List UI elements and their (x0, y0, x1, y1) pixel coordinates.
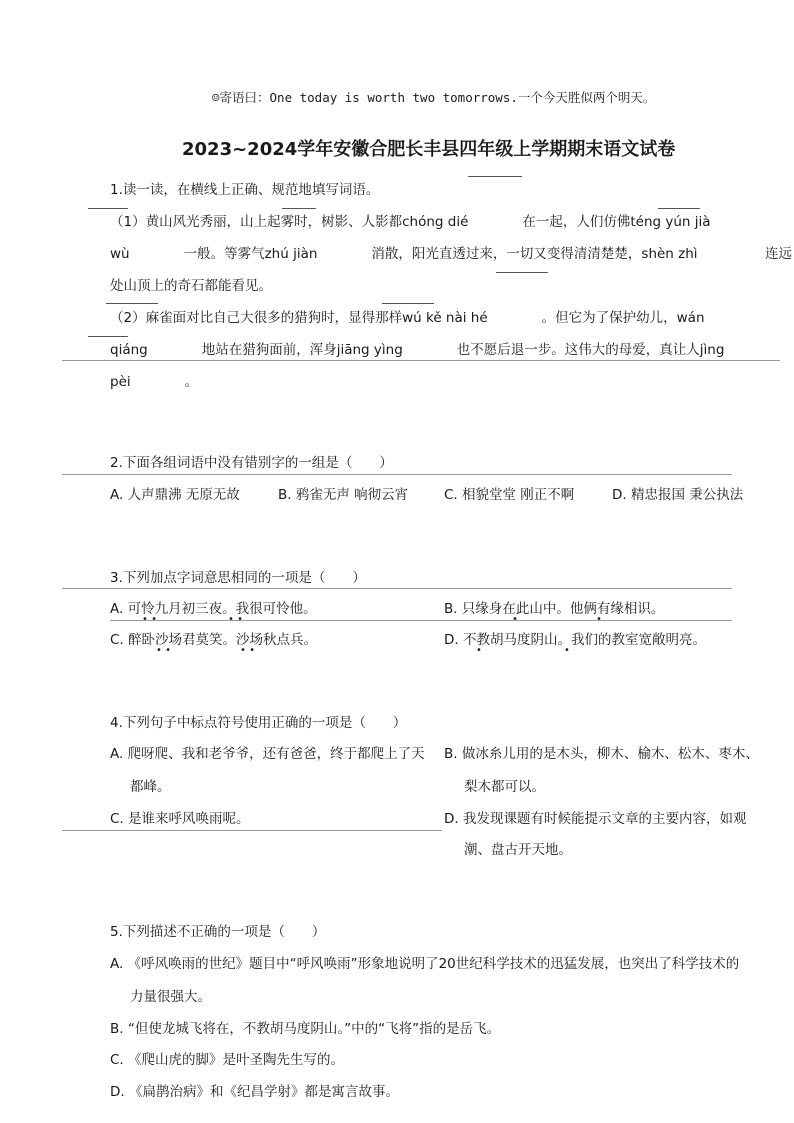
q2-option-b: B. 鸦雀无声 响彻云宵 (278, 487, 409, 503)
q3-option-b: B. 只缘身在此山中。他俩有缘相识。 (444, 601, 665, 617)
q4-option-c: C. 是谁来呼风唤雨呢。 (110, 811, 250, 827)
rule (496, 272, 548, 273)
separator (110, 620, 732, 621)
q4-option-a-line2: 都峰。 (130, 779, 171, 795)
emphasis-dots: • • (228, 614, 243, 625)
q1-p2-line1: （2）麻雀面对比自己大很多的猎狗时，显得那样wú kě nài hé 。但它为了保护幼儿，wán (110, 310, 705, 326)
q1-p1-line2: wù 一般。等雾气zhú jiàn 消散，阳光直透过来，一切又变得清清楚楚，shèn zhì 连远 (110, 246, 793, 262)
q3-option-d: D. 不教胡马度阴山。我们的教室宽敞明亮。 (444, 632, 706, 648)
motto-english: ☺寄语曰：One today is worth two tomorrows. (212, 90, 518, 105)
emphasis-dots: • (564, 645, 570, 656)
emphasis-dots: • (512, 614, 518, 625)
q5-option-a-line2: 力量很强大。 (130, 989, 211, 1005)
separator (62, 360, 780, 361)
q1-stem: 1.读一读，在横线上正确、规范地填写词语。 (110, 182, 380, 198)
q5-stem: 5.下列描述不正确的一项是（ ） (110, 924, 326, 940)
q1-p2-line3: pèi 。 (110, 374, 199, 390)
q1-p2-line2: qiáng 地站在猎狗面前，浑身jiāng yìng 也不愿后退一步。这伟大的母爱，真让人jìng (110, 342, 725, 358)
q5-option-b: B. “但使龙城飞将在，不教胡马度阴山。”中的“飞将”指的是岳飞。 (110, 1021, 501, 1037)
q4-option-b-line2: 梨木都可以。 (464, 779, 545, 795)
q5-option-d: D. 《扁鹊治病》和《纪昌学射》都是寓言故事。 (110, 1084, 399, 1100)
q2-stem: 2.下面各组词语中没有错别字的一组是（ ） (110, 455, 393, 471)
q4-option-d-line1: D. 我发现课题有时候能提示文章的主要内容，如观 (444, 811, 747, 827)
rule (658, 208, 700, 209)
emphasis-dots: • • (240, 645, 255, 656)
separator (62, 830, 442, 831)
emphasis-dots: • • (142, 614, 157, 625)
q1-p1-line1: （1）黄山风光秀丽，山上起雾时，树影、人影都chóng dié 在一起，人们仿佛téng yún jià (110, 214, 711, 230)
q5-option-a-line1: A. 《呼风唤雨的世纪》题目中“呼风唤雨”形象地说明了20世纪科学技术的迅猛发展，也突出了科学技术的 (110, 956, 740, 972)
exam-title: 2023~2024学年安徽合肥长丰县四年级上学期期末语文试卷 (182, 139, 676, 160)
rule (88, 336, 128, 337)
motto-chinese: 一个今天胜似两个明天。 (517, 90, 656, 105)
rule (88, 208, 128, 209)
q2-option-d: D. 精忠报国 秉公执法 (612, 487, 744, 503)
rule (382, 303, 434, 304)
rule (106, 303, 158, 304)
q4-option-a-line1: A. 爬呀爬、我和老爷爷，还有爸爸，终于都爬上了天 (110, 746, 425, 762)
q4-option-d-line2: 潮、盘古开天地。 (464, 842, 572, 858)
separator (62, 588, 732, 589)
q5-option-c: C. 《爬山虎的脚》是叶圣陶先生写的。 (110, 1052, 345, 1068)
q3-stem: 3.下列加点字词意思相同的一项是（ ） (110, 570, 366, 586)
rule (282, 208, 316, 209)
q2-option-a: A. 人声鼎沸 无原无故 (110, 487, 240, 503)
emphasis-dots: • (476, 645, 482, 656)
separator (62, 474, 732, 475)
q4-option-b-line1: B. 做冰糸儿用的是木头，柳木、榆木、松木、枣木、 (444, 746, 759, 762)
q1-p1-line3: 处山顶上的奇石都能看见。 (110, 278, 272, 294)
q4-stem: 4.下列句子中标点符号使用正确的一项是（ ） (110, 715, 407, 731)
emphasis-dots: • (596, 614, 602, 625)
motto (212, 88, 655, 106)
q2-option-c: C. 相貌堂堂 刚正不啊 (444, 487, 575, 503)
rule (468, 176, 522, 177)
emphasis-dots: • • (156, 645, 171, 656)
q3-option-c: C. 醉卧沙场君莫笑。沙场秋点兵。 (110, 632, 318, 648)
q3-option-a: A. 可怜九月初三夜。我很可怜他。 (110, 601, 317, 617)
